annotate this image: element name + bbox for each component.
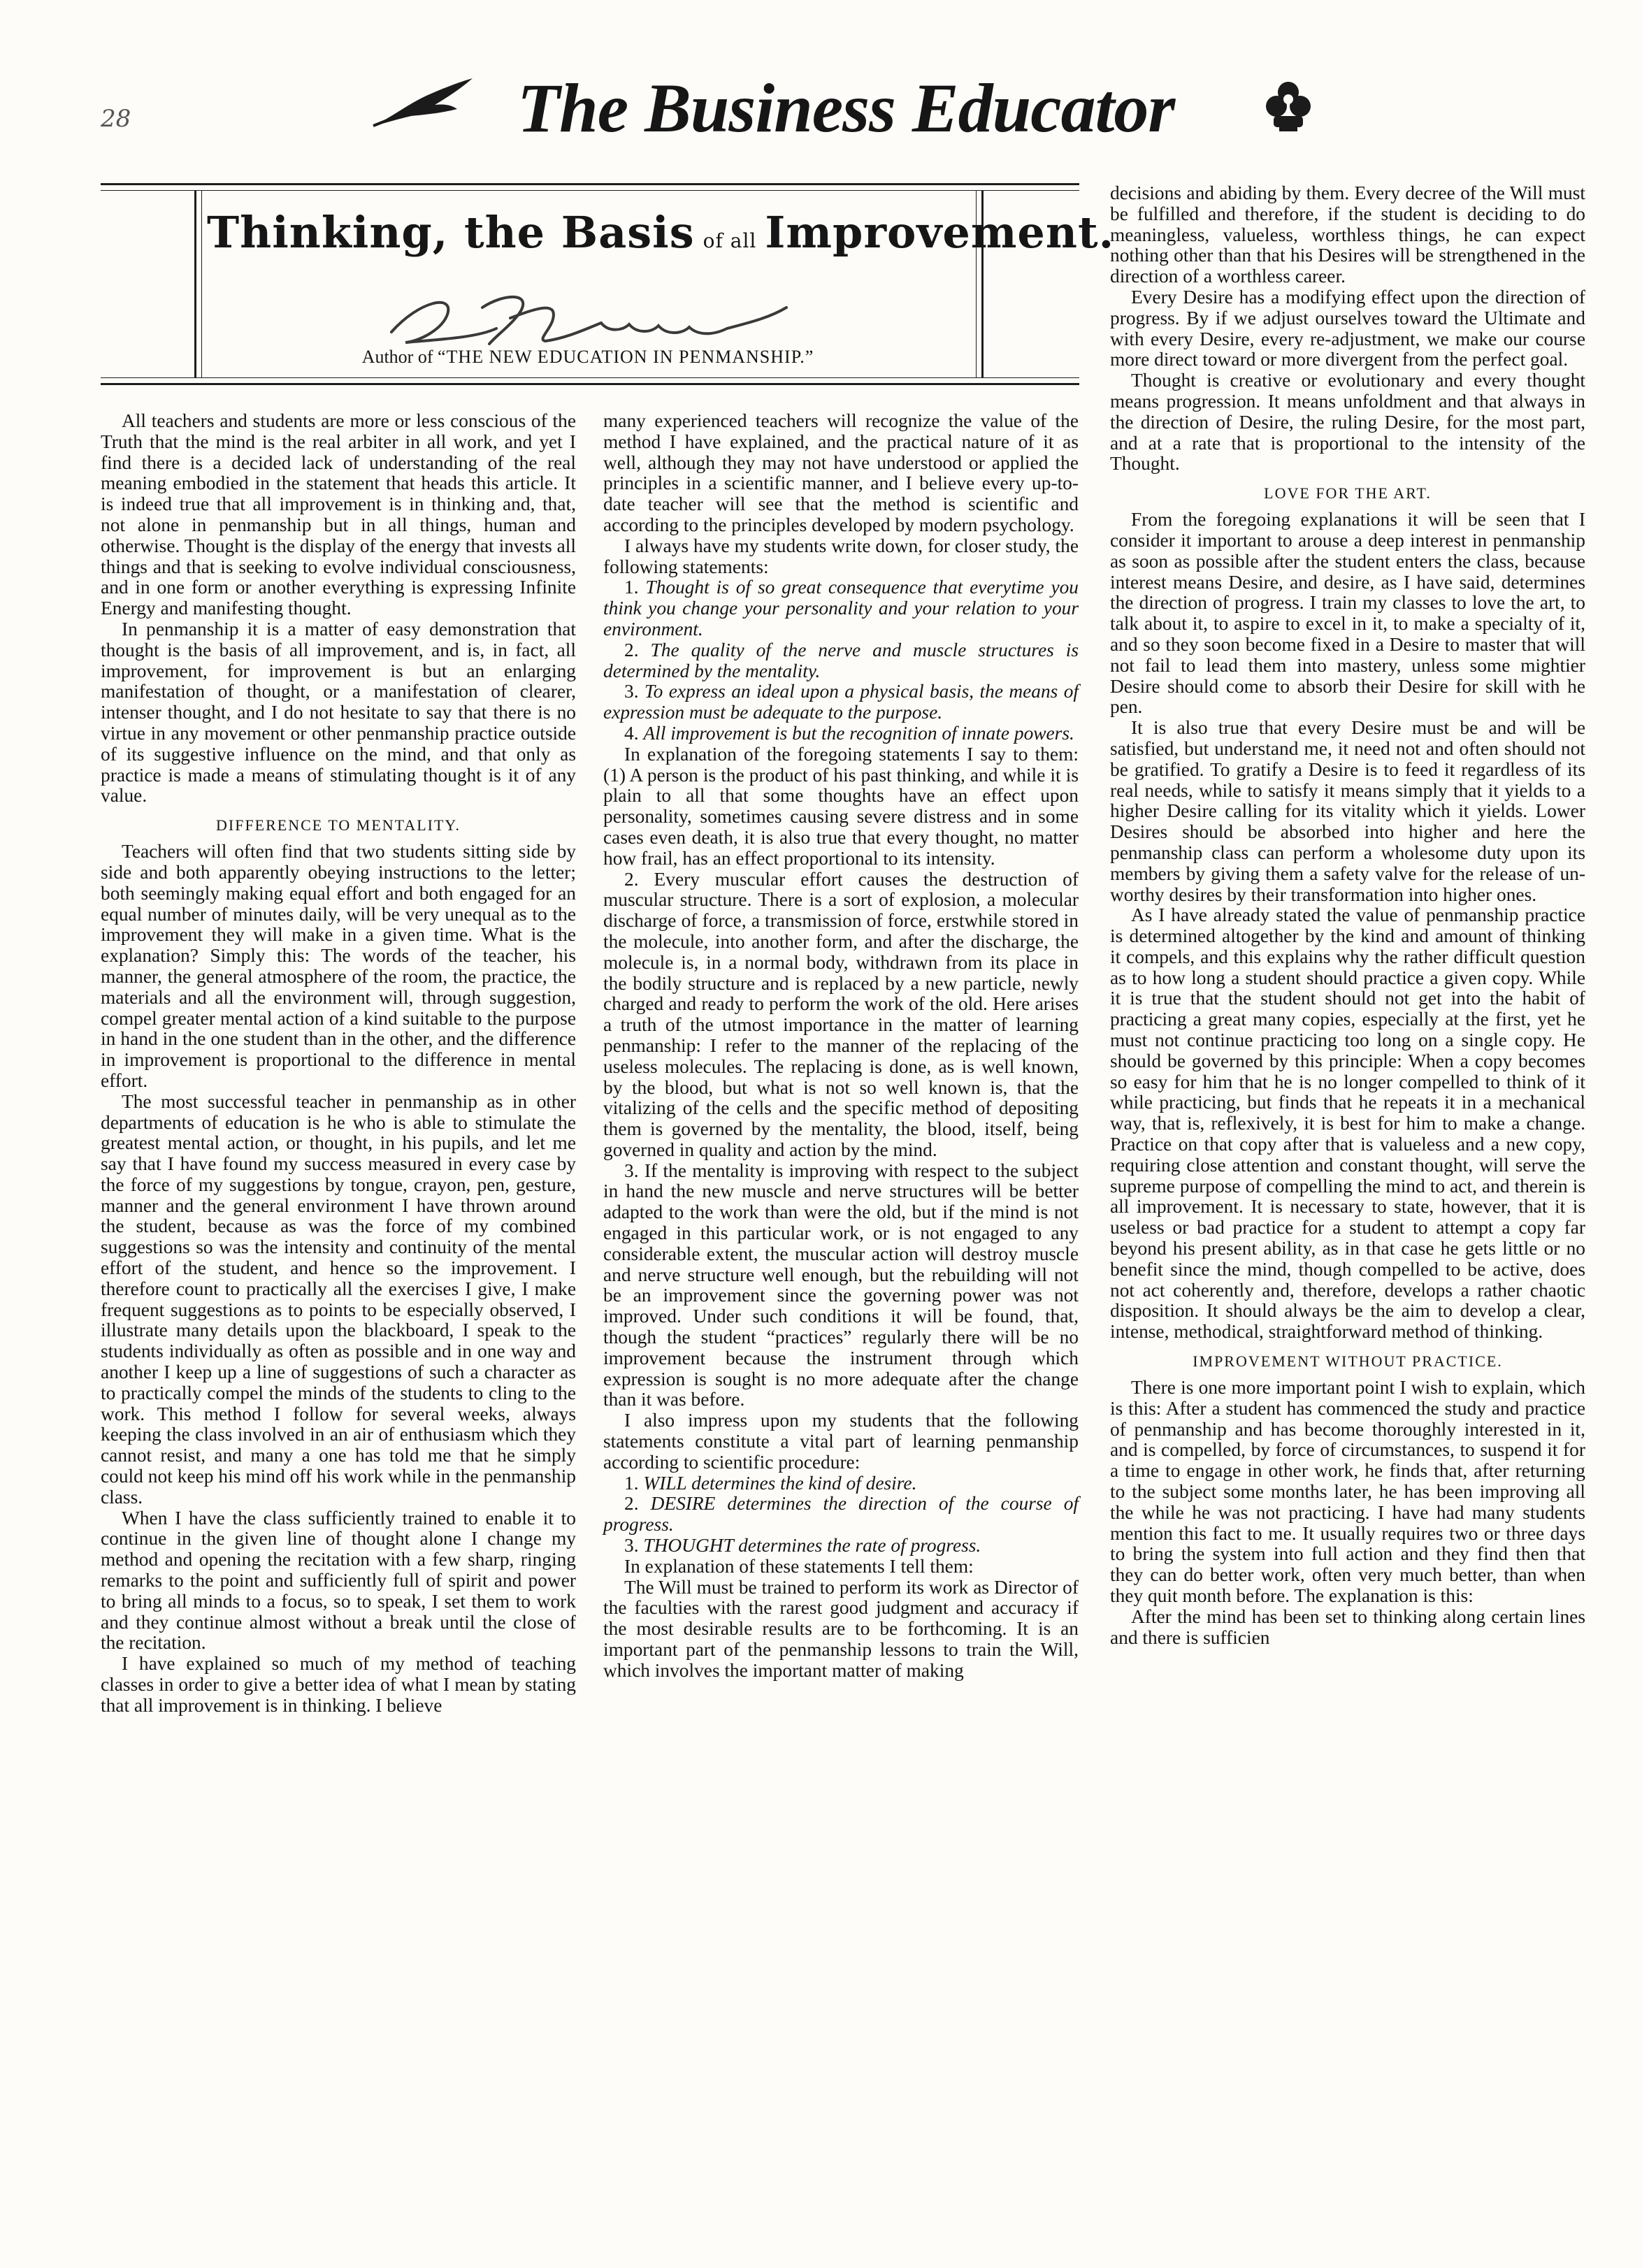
byline-prefix: Author of bbox=[361, 347, 438, 367]
statement-text: WILL determines the kind of desire. bbox=[643, 1472, 917, 1494]
statement-number: 4. bbox=[624, 722, 644, 744]
emblem-icon bbox=[1264, 78, 1313, 134]
statement-number: 1. bbox=[624, 577, 646, 598]
article-title-part2: Improvement. bbox=[765, 207, 1115, 258]
paragraph: I also impress upon my students that the following statements constitute a vital part of learning penmanship according to scientific procedure: bbox=[603, 1410, 1079, 1473]
statement-text: THOUGHT determines the rate of progress. bbox=[643, 1535, 981, 1556]
header-left-rule bbox=[194, 190, 196, 377]
statement-number: 1. bbox=[624, 1472, 644, 1494]
header-top-rule bbox=[101, 183, 1079, 185]
byline bbox=[207, 347, 969, 368]
numbered-statement bbox=[603, 681, 1079, 723]
paragraph: After the mind has been set to thinking along certain lines and there is sufficien bbox=[1110, 1605, 1585, 1648]
paragraph: In explanation of the foregoing statements I say to them: (1) A person is the product of his past thinking, and while it is plain to all that some thoughts have an effect upon personality, sometimes causing severe distress and in some cases even death, it is also true that every thought, no matter how frail, has an effect proportional to its intensity. bbox=[603, 743, 1079, 869]
statement-number: 2. bbox=[624, 1493, 651, 1515]
statement-number: 3. bbox=[624, 1535, 644, 1556]
article-title-part1: Thinking, the Basis bbox=[207, 207, 695, 258]
paragraph: There is one more important point I wish to explain, which is this: After a student has commenced the study and practice of penmanship and has become thoroughly interested in it, and is compelled, by force of circumstances, to suspend it for a time to engage in other work, he finds that, after returning to the subject some months later, he has been improving all the while he was not practicing. I have had many students mention this fact to me. It usually requires two or three days to bring the system into full action and they find then that they can do better work, often very much better, than when they quit month before. The explanation is this: bbox=[1110, 1377, 1585, 1606]
paragraph: decisions and abiding by them. Every decree of the Will must be fulfilled and therefore, if the student is deciding to do meaningless, valueless, worthless things, he can expect nothing other than that his Desires will be strengthened in the direction of a worthless career. bbox=[1110, 182, 1585, 287]
paragraph: Thought is creative or evolutionary and every thought means progression. It means unfoldment and that always in the direction of Desire, the ruling Desire, for the most part, and at a rate that is proportional to the intensity of the Thought. bbox=[1110, 370, 1585, 475]
paragraph: In explanation of these statements I tell them: bbox=[624, 1555, 974, 1577]
paragraph: The Will must be trained to perform its work as Director of the faculties with the rarest good judgment and accuracy if the most desirable results are to be forthcoming. It is an important part of the penmanship lessons to train the Will, which involves the important matter of making bbox=[603, 1576, 1079, 1681]
paragraph: 2. Every muscular effort causes the destruction of muscular structure. There is a sort of explosion, a molecular discharge of force, a transmission of force, erstwhile stored in the molecule, into another form, and after the discharge, the molecule is, in a normal body, withdrawn from its place in the bodily structure and is replaced by a new particle, newly charged and ready to perform the work of the old. Here arises a truth of the utmost importance in the matter of learning penmanship: I refer to the manner of the replacing of the useless molecules. The replacing is done, as is well known, by the blood, but what is not so well known is, that the vitalizing of the cells and the specific method of depositing them is governed by the mentality, the blood, itself, being governed in quality and action by the mind. bbox=[603, 868, 1079, 1160]
statement-number: 3. bbox=[624, 681, 644, 702]
author-signature bbox=[377, 280, 797, 356]
quill-pen-icon bbox=[370, 75, 475, 131]
paragraph: When I have the class sufficiently trained to enable it to continue in the given line of thought alone I change my method and opening the recitation with a few sharp, ringing remarks to the point and sufficiently full of spirit and power to bring all minds to a focus, so to speak, I set them to work and they continue almost without a break until the close of the recitation. bbox=[101, 1507, 576, 1654]
page-number: 28 bbox=[101, 105, 131, 133]
numbered-statement bbox=[603, 1536, 1079, 1556]
header-bottom-rule-thin bbox=[101, 377, 1079, 378]
header-top-rule-thin bbox=[101, 190, 1079, 191]
paragraph: All teachers and students are more or less conscious of the Truth that the mind is the real arbiter in all work, and yet I find there is a decided lack of understanding of the real meaning embodied in the statement that heads this article. It is indeed true that all improvement is in thinking and, that, not alone in penmanship but in all things, human and otherwise. Thought is the display of the energy that invests all things and that is seeking to evolve individual consciousness, and in one form or another everything is expressing Infinite Energy and manifesting thought. bbox=[101, 410, 576, 619]
section-heading: DIFFERENCE TO MENTALITY. bbox=[216, 816, 461, 835]
paragraph: As I have already stated the value of penmanship practice is determined altogether by the kind and amount of thinking it compels, and this explains why the rather difficult question as to how long a student should practice a given copy. While it is true that the student should not get into the habit of practicing a great many copies, especially at the first, yet he must not continue practicing too long on a single copy. He should be governed by this principle: When a copy becomes so easy for him that he is no longer compelled to think of it while practicing, but finds that he repeats it in a mechanical way, that is, reflexively, it is best for him to make a change. Practice on that copy after that is valueless and a new copy, requiring close attention and constant thought, will serve the supreme purpose of compelling the mind to act, and therein is all improvement. It is necessary to state, however, that it is useless or bad practice for a student to attempt a copy far beyond his present ability, as in that case he gets little or no benefit since the mind, though compelled to be active, does not act coherently and, therefore, develops a rather chaotic disposition. It should always be the aim to develop a clear, intense, methodical, straightforward method of thinking. bbox=[1110, 904, 1585, 1343]
left-column bbox=[101, 411, 576, 1717]
paragraph: The most successful teacher in penmanship as in other departments of education is he who is able to stimulate the greatest mental action, or thought, in his pupils, and let me say that I have found my success measured in every case by the force of my suggestions by tongue, crayon, pen, gesture, manner and the general environment I have thrown around the student, because as was the force of my combined suggestions so was the intensity and continuity of the mental effort of the student, and hence so the improvement. I therefore count to practically all the exercises I give, I make frequent suggestions as to points to be especially observed, I illustrate many details upon the blackboard, I speak to the students individually as often as possible and in one way and another I keep up a line of suggestions of such a character as to practically compel the minds of the students to cling to the work. This method I follow for several weeks, always keeping the class involved in an air of enthusiasm which they cannot resist, and many a one has told me that he simply could not keep his mind off his work while in the penmanship class. bbox=[101, 1090, 576, 1508]
paragraph: many experienced teachers will recognize the value of the method I have explained, and the practical nature of it as well, although they may not have understood or applied the principles in a scientific manner, and I believe every up-to-date teacher will see that the method is scientific and according to the principles developed by modern psychology. bbox=[603, 410, 1079, 535]
statement-text: Thought is of so great consequence that everytime you think you change your personality and your relation to your environment. bbox=[603, 577, 1079, 640]
header-bottom-rule bbox=[101, 383, 1079, 385]
statement-number: 2. bbox=[624, 639, 651, 660]
article-title-small: of all bbox=[703, 229, 757, 252]
numbered-statement bbox=[603, 1473, 1079, 1494]
paragraph: I have explained so much of my method of teaching classes in order to give a better idea of what I mean by stating that all improvement is in thinking. I believe bbox=[101, 1653, 576, 1716]
paragraph: I always have my students write down, for closer study, the following statements: bbox=[603, 535, 1079, 577]
byline-book: “THE NEW EDUCATION IN PENMANSHIP.” bbox=[438, 347, 814, 367]
numbered-statement bbox=[603, 577, 1079, 640]
paragraph: In penmanship it is a matter of easy demonstration that thought is the basis of all improvement, and is, in fact, all improvement, for improvement is but an enlarging manifestation of thought, or a manifestation of clearer, intenser thought, and I do not hesitate to say that there is no virtue in any movement or other penmanship practice outside of its suggestive influence on the mind, and that only as practice is made a means of stimulating thought is it of any value. bbox=[101, 618, 576, 807]
paragraph: From the foregoing explanations it will be seen that I consider it important to arouse a deep interest in penmanship as soon as possible after the student enters the class, because interest means Desire, and desire, as I have said, determines the direction of progress. I train my classes to love the art, to talk about it, to aspire to excel in it, to make a specialty of it, and so they soon become fixed in a Desire to master that will not fail to lead them into mastery, unless some mightier Desire should come to absorb their Desire for skill with he pen. bbox=[1110, 509, 1585, 718]
masthead-title: The Business Educator bbox=[517, 69, 1175, 147]
numbered-statement bbox=[603, 723, 1079, 744]
numbered-statement bbox=[603, 1494, 1079, 1536]
statement-text: DESIRE determines the direction of the course of progress. bbox=[603, 1493, 1079, 1536]
paragraph: Every Desire has a modifying effect upon the direction of progress. By if we adjust ourselves toward the Ultimate and with every Desire, every re-adjustment, we make our course more direct toward or more divergent from the perfect goal. bbox=[1110, 286, 1585, 370]
header-left-rule-thin bbox=[201, 190, 202, 377]
middle-column bbox=[603, 411, 1079, 1682]
paragraph: It is also true that every Desire must be and will be satisfied, but understand me, it need not and often should not be gratified. To gratify a Desire is to feed it regardless of its real needs, while to satisfy it means simply that it yields to a higher Desire calling for its vitality which it yields. Lower Desires should be absorbed into higher and here the penmanship class can perform a wholesome duty upon its members by giving them a safety valve for the release of un-worthy desires by their transformation into higher ones. bbox=[1110, 717, 1585, 905]
paragraph: 3. If the mentality is improving with respect to the subject in hand the new muscle and nerve structures will be better adapted to the work than were the old, but if the mind is not engaged in this particular work, or is not engaged to any considerable extent, the muscular action will destroy muscle and nerve structure well enough, but the rebuilding will not be an improvement since the governing power was not improved. Under such conditions it will be found, that, though the student “practices” regularly there will be no improvement because the instrument through which expression is sought is no more adequate after the change than it was before. bbox=[603, 1160, 1079, 1410]
section-heading: LOVE FOR THE ART. bbox=[1264, 484, 1432, 503]
right-column bbox=[1110, 183, 1585, 1648]
statement-text: To express an ideal upon a physical basis, the means of expression must be adequate to the purpose. bbox=[603, 681, 1079, 723]
statement-text: The quality of the nerve and muscle structures is determined by the mentality. bbox=[603, 639, 1079, 681]
statement-text: All improvement is but the recognition of innate powers. bbox=[643, 722, 1074, 744]
numbered-statement bbox=[603, 640, 1079, 682]
paragraph: Teachers will often find that two students sitting side by side and both apparently obeying instructions to the letter; both seemingly making equal effort and both engaged for an equal number of minutes daily, will be very unequal as to the improvement they will make in a given time. What is the explanation? Simply this: The words of the teacher, his manner, the general atmosphere of the room, the practice, the materials and all the environment will, through suggestion, compel greater mental action of a kind suitable to the purpose in hand in the one student than in the other, and the difference in improvement is proportional to the difference in mental effort. bbox=[101, 841, 576, 1091]
article-title bbox=[207, 207, 1115, 258]
section-heading: IMPROVEMENT WITHOUT PRACTICE. bbox=[1193, 1352, 1503, 1371]
